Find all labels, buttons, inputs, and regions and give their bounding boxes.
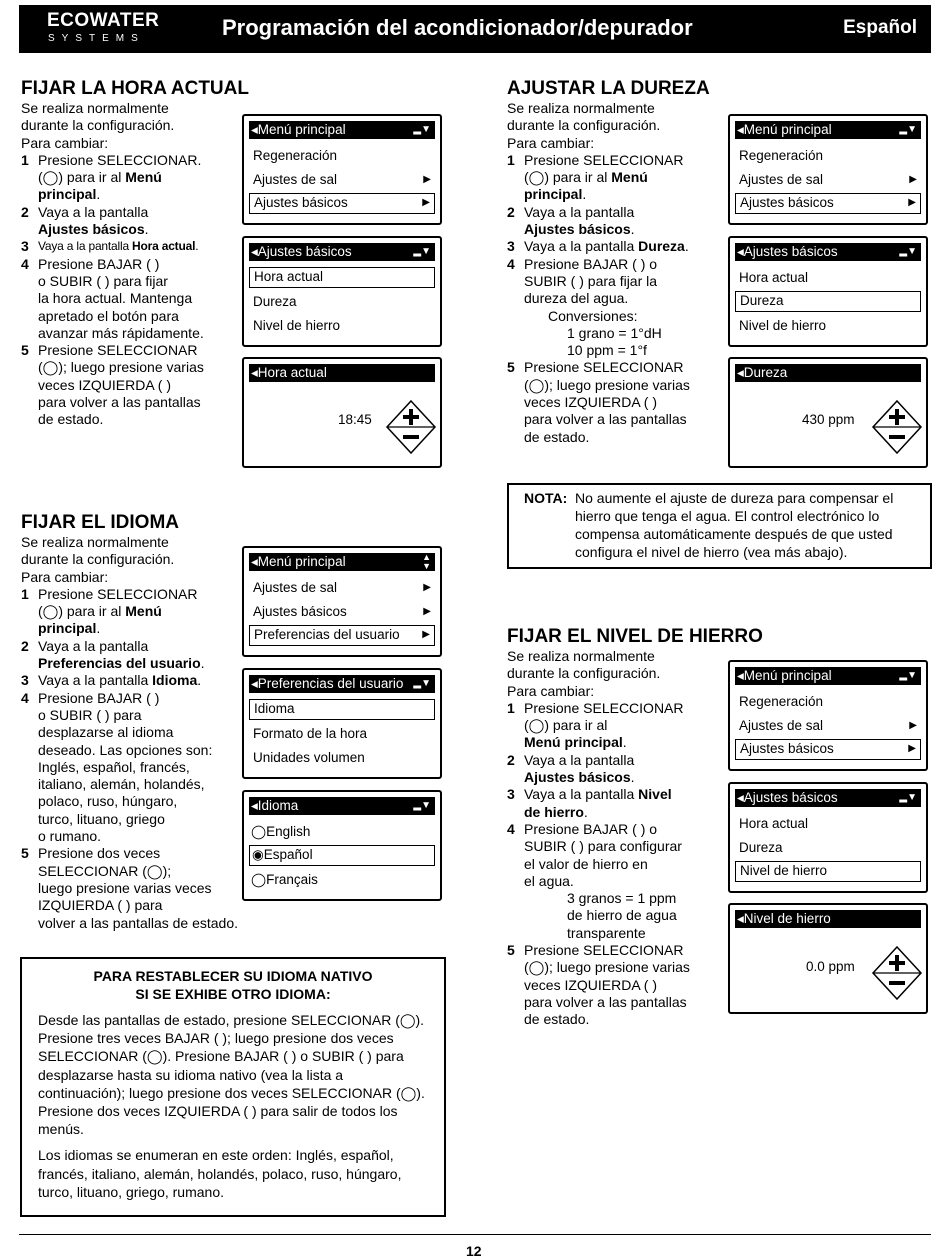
screen-title-bar: ◂Ajustes básicos ▂▼ bbox=[249, 243, 435, 261]
page-number: 12 bbox=[466, 1243, 482, 1259]
lcd-screen-basic-settings bbox=[728, 236, 928, 347]
screen-title-bar: ◂Ajustes básicos ▂▼ bbox=[735, 243, 921, 261]
menu-item-selected[interactable]: Ajustes básicos ▶ bbox=[735, 739, 921, 760]
arrow-right-icon: ▶ bbox=[422, 197, 430, 208]
up-down-icon: ▲ ▼ bbox=[422, 553, 431, 571]
section-text bbox=[21, 534, 261, 932]
screen-title-bar: ◂Menú principal ▂▼ bbox=[735, 667, 921, 685]
section-title: FIJAR LA HORA ACTUAL bbox=[21, 78, 249, 99]
lcd-screen-main-menu bbox=[242, 546, 442, 657]
lcd-screen-iron-level bbox=[728, 903, 928, 1014]
note-box bbox=[507, 483, 932, 569]
menu-item-selected[interactable]: Ajustes básicos ▶ bbox=[249, 193, 435, 214]
menu-item-selected[interactable]: Dureza bbox=[735, 291, 921, 312]
arrow-right-icon: ▶ bbox=[908, 743, 916, 754]
chevron-down-icon: ▂▼ bbox=[413, 124, 431, 135]
lcd-screen-hardness bbox=[728, 357, 928, 468]
step: 1 Presione SELECCIONAR (◯) para ir al Menú principal. bbox=[507, 151, 684, 203]
step: 2 Vaya a la pantalla Ajustes básicos. bbox=[507, 751, 635, 786]
restore-language-list: Los idiomas se enumeran en este orden: Inglés, español, francés, italiano, alemán, holandés, polaco, ruso, húngaro, turco, lituano, griego, rumano. bbox=[38, 1147, 402, 1200]
step: 1 Presione SELECCIONAR. (◯) para ir al Menú principal. bbox=[21, 151, 202, 203]
intro-line: durante la configuración. bbox=[21, 551, 175, 568]
plus-minus-icon[interactable] bbox=[871, 945, 923, 1001]
radio-empty-icon: ◯ bbox=[251, 872, 267, 887]
step: 1 Presione SELECCIONAR (◯) para ir al Menú principal. bbox=[507, 699, 684, 751]
lcd-screen-main-menu bbox=[728, 114, 928, 225]
section-idioma bbox=[21, 512, 261, 932]
intro-line: Se realiza normalmente bbox=[21, 100, 169, 116]
menu-item[interactable]: Unidades volumen bbox=[253, 750, 365, 765]
menu-item[interactable]: Hora actual bbox=[739, 816, 809, 831]
chevron-down-icon: ▂▼ bbox=[413, 246, 431, 257]
arrow-right-icon: ▶ bbox=[423, 582, 431, 593]
conversion-line: 1 grano = 1°dH bbox=[567, 324, 662, 341]
time-value: 18:45 bbox=[338, 412, 372, 427]
plus-minus-icon[interactable] bbox=[871, 399, 923, 455]
menu-item[interactable]: Hora actual bbox=[739, 270, 809, 285]
intro-line: durante la configuración. bbox=[21, 117, 175, 134]
restore-title: PARA RESTABLECER SU IDIOMA NATIVO SI SE EXHIBE OTRO IDIOMA: bbox=[93, 968, 373, 1002]
section-dureza bbox=[507, 78, 727, 446]
chevron-down-icon: ▂▼ bbox=[899, 670, 917, 681]
arrow-right-icon: ▶ bbox=[423, 606, 431, 617]
menu-item-selected[interactable]: Preferencias del usuario ▶ bbox=[249, 625, 435, 646]
chevron-down-icon: ▂▼ bbox=[413, 800, 431, 811]
intro-line: durante la configuración. bbox=[507, 665, 661, 682]
step: 4 Presione BAJAR ( ) o SUBIR ( ) para configurar el valor de hierro en el agua. 3 granos = 1 ppm de hierro de agua transparente bbox=[507, 821, 747, 942]
note-label: NOTA: bbox=[524, 490, 568, 506]
step: 5 Presione SELECCIONAR (◯); luego presione varias veces IZQUIERDA ( ) para volver a las pantallas de estado. bbox=[507, 942, 690, 1028]
step: 2 Vaya a la pantalla Preferencias del usuario. bbox=[21, 637, 205, 672]
brand-logo: ECOWATER bbox=[47, 10, 160, 31]
menu-item[interactable]: Regeneración bbox=[739, 148, 824, 163]
plus-minus-icon[interactable] bbox=[385, 399, 437, 455]
intro-line: Para cambiar: bbox=[507, 134, 595, 151]
intro-line: Para cambiar: bbox=[21, 568, 109, 585]
menu-item-selected[interactable]: Idioma bbox=[249, 699, 435, 720]
chevron-down-icon: ▂▼ bbox=[899, 246, 917, 257]
chevron-down-icon: ▂▼ bbox=[899, 792, 917, 803]
conversion-line: 10 ppm = 1°f bbox=[567, 342, 647, 359]
lcd-screen-main-menu bbox=[728, 660, 928, 771]
lcd-screen-basic-settings bbox=[728, 782, 928, 893]
screen-title-bar: ◂Nivel de hierro bbox=[735, 910, 921, 928]
screen-title-bar: ◂Menú principal ▂▼ bbox=[249, 121, 435, 139]
step: 1 Presione SELECCIONAR (◯) para ir al Menú principal. bbox=[21, 585, 198, 637]
section-hora bbox=[21, 78, 249, 429]
lcd-screen-main-menu bbox=[242, 114, 442, 225]
step: 2 Vaya a la pantalla Ajustes básicos. bbox=[21, 203, 149, 238]
equivalence-line: transparente bbox=[567, 924, 646, 941]
menu-item[interactable]: Regeneración bbox=[253, 148, 338, 163]
radio-selected-icon: ◉ bbox=[252, 847, 264, 862]
equivalence-line: 3 granos = 1 ppm bbox=[567, 890, 677, 907]
section-title: FIJAR EL NIVEL DE HIERRO bbox=[507, 626, 763, 647]
step: 5 Presione dos veces SELECCIONAR (◯); luego presione varias veces IZQUIERDA ( ) para volver a las pantallas de estado. bbox=[21, 845, 239, 931]
menu-item-selected[interactable]: Hora actual bbox=[249, 267, 435, 288]
lcd-screen-basic-settings bbox=[242, 236, 442, 347]
section-title: AJUSTAR LA DUREZA bbox=[507, 78, 710, 99]
step: 4 Presione BAJAR ( ) o SUBIR ( ) para desplazarse al idioma deseado. Las opciones son: Inglés, español, francés, italiano, alemán, holandés, polaco, ruso, húngaro, turco, lituano, griego o rumano. bbox=[21, 689, 213, 845]
intro-line: Se realiza normalmente bbox=[507, 648, 655, 664]
section-text bbox=[507, 100, 727, 446]
step: 3 Vaya a la pantalla Dureza. bbox=[507, 238, 689, 255]
menu-item[interactable]: Ajustes de sal ▶ bbox=[253, 580, 431, 595]
arrow-right-icon: ▶ bbox=[909, 720, 917, 731]
brand-subtitle: SYSTEMS bbox=[48, 33, 145, 44]
menu-item[interactable]: Dureza bbox=[739, 840, 783, 855]
radio-empty-icon: ◯ bbox=[251, 824, 267, 839]
menu-item-selected[interactable]: Nivel de hierro bbox=[735, 861, 921, 882]
footer-divider bbox=[19, 1234, 931, 1235]
intro-line: Se realiza normalmente bbox=[21, 534, 169, 550]
menu-item[interactable]: Nivel de hierro bbox=[739, 318, 827, 333]
step: 4 Presione BAJAR ( ) o SUBIR ( ) para fijar la dureza del agua. Conversiones: 1 grano = 1°dH 10 ppm = 1°f bbox=[507, 256, 727, 360]
menu-item[interactable]: Formato de la hora bbox=[253, 726, 368, 741]
step: 5 Presione SELECCIONAR (◯); luego presione varias veces IZQUIERDA ( ) para volver a las pantallas de estado. bbox=[507, 359, 690, 445]
chevron-down-icon: ▂▼ bbox=[413, 678, 431, 689]
step: 2 Vaya a la pantalla Ajustes básicos. bbox=[507, 203, 635, 238]
lcd-screen-user-preferences bbox=[242, 668, 442, 779]
menu-item[interactable]: Dureza bbox=[253, 294, 297, 309]
step: 4 Presione BAJAR ( ) o SUBIR ( ) para fijar la hora actual. Mantenga apretado el botón para avanzar más rápidamente. bbox=[21, 255, 204, 341]
section-title: FIJAR EL IDIOMA bbox=[21, 512, 179, 533]
screen-title-bar: ◂Hora actual bbox=[249, 364, 435, 382]
language-option-selected[interactable]: ◉Español bbox=[249, 845, 435, 866]
lcd-screen-current-time bbox=[242, 357, 442, 468]
menu-item[interactable]: Ajustes básicos ▶ bbox=[253, 604, 431, 619]
lcd-screen-language bbox=[242, 790, 442, 901]
section-text bbox=[21, 100, 241, 429]
intro-line: Para cambiar: bbox=[21, 134, 109, 151]
language-option[interactable]: ◯Français bbox=[251, 872, 318, 887]
page-header bbox=[19, 5, 931, 53]
equivalence-line: de hierro de agua bbox=[567, 907, 677, 924]
screen-title-bar: ◂Ajustes básicos ▂▼ bbox=[735, 789, 921, 807]
restore-instructions: Desde las pantallas de estado, presione SELECCIONAR (◯). Presione tres veces BAJAR ( ); luego presione dos veces SELECCIONAR (◯). Presione BAJAR ( ) o SUBIR ( ) para desplazarse hasta su idioma nativo (vea la lista a continuación); luego presione dos veces SELECCIONAR (◯). Presione dos veces IZQUIERDA ( ) para salir de todos los menús. bbox=[38, 1012, 425, 1138]
menu-item[interactable]: Ajustes de sal ▶ bbox=[253, 172, 431, 187]
arrow-right-icon: ▶ bbox=[908, 197, 916, 208]
language-option[interactable]: ◯English bbox=[251, 824, 311, 839]
arrow-right-icon: ▶ bbox=[422, 629, 430, 640]
chevron-down-icon: ▂▼ bbox=[899, 124, 917, 135]
hardness-value: 430 ppm bbox=[802, 412, 855, 427]
note-text: No aumente el ajuste de dureza para compensar el hierro que tenga el agua. El control electrónico lo compensa automáticamente después de que usted configura el nivel de hierro (vea más abajo). bbox=[575, 490, 894, 560]
step: 3 Vaya a la pantalla Nivel de hierro. bbox=[507, 786, 672, 820]
arrow-right-icon: ▶ bbox=[909, 174, 917, 185]
intro-line: Para cambiar: bbox=[507, 682, 595, 699]
screen-title-bar: ◂Menú principal ▂▼ bbox=[735, 121, 921, 139]
screen-title-bar: ◂Menú principal ▲ ▼ bbox=[249, 553, 435, 571]
menu-item[interactable]: Regeneración bbox=[739, 694, 824, 709]
section-text bbox=[507, 648, 747, 1029]
language-label: Español bbox=[843, 17, 917, 38]
conversions-label: Conversiones: bbox=[548, 307, 638, 324]
screen-title-bar: ◂Idioma ▂▼ bbox=[249, 797, 435, 815]
arrow-right-icon: ▶ bbox=[423, 174, 431, 185]
screen-title-bar: ◂Dureza bbox=[735, 364, 921, 382]
menu-item[interactable]: Ajustes de sal ▶ bbox=[739, 718, 917, 733]
intro-line: Se realiza normalmente bbox=[507, 100, 655, 116]
restore-language-box bbox=[20, 957, 446, 1217]
menu-item-selected[interactable]: Ajustes básicos ▶ bbox=[735, 193, 921, 214]
iron-value: 0.0 ppm bbox=[806, 959, 855, 974]
step: 5 Presione SELECCIONAR (◯); luego presione varias veces IZQUIERDA ( ) para volver a las pantallas de estado. bbox=[21, 342, 204, 428]
screen-title-bar: ◂Preferencias del usuario ▂▼ bbox=[249, 675, 435, 693]
menu-item[interactable]: Nivel de hierro bbox=[253, 318, 341, 333]
menu-item[interactable]: Ajustes de sal ▶ bbox=[739, 172, 917, 187]
step: 3 Vaya a la pantalla Hora actual. bbox=[21, 238, 199, 255]
intro-line: durante la configuración. bbox=[507, 117, 661, 134]
page-title: Programación del acondicionador/depurador bbox=[222, 15, 693, 40]
step: 3 Vaya a la pantalla Idioma. bbox=[21, 672, 202, 689]
